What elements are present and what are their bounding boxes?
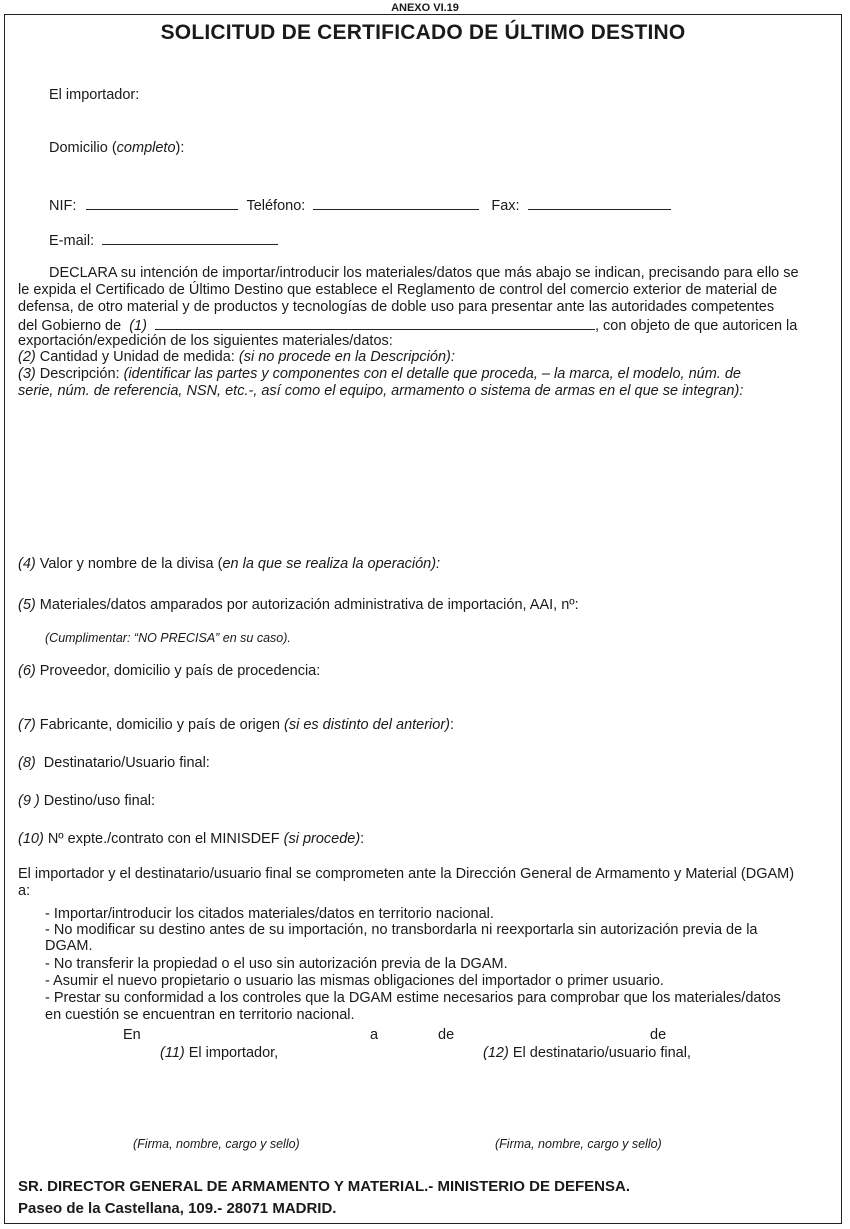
declaration-line-3: defensa, de otro material y de productos y tecnologías de doble uso para presentar ante las autoridades competentes [18,299,775,315]
commitment-bullet-2-cont: DGAM. [45,938,93,954]
email-field[interactable] [102,231,278,245]
commitment-bullet-4: - Asumir el nuevo propietario o usuario las mismas obligaciones del importador o primer usuario. [45,973,664,989]
signature-note-importer: (Firma, nombre, cargo y sello) [133,1137,300,1151]
day-label: a [370,1027,379,1043]
item-10: (10) Nº expte./contrato con el MINISDEF (si procede): [18,831,365,847]
phone-label: Teléfono: [246,198,306,214]
signature-note-end-user: (Firma, nombre, cargo y sello) [495,1137,662,1151]
commitment-bullet-2: - No modificar su destino antes de su importación, no transbordarla ni reexportarla sin autorización previa de la [45,922,758,938]
government-field[interactable] [155,316,595,330]
nif-row [49,196,671,215]
annex-label: ANEXO VI.19 [391,2,459,14]
item-6: (6) Proveedor, domicilio y país de procedencia: [18,663,321,679]
signer-end-user: (12) El destinatario/usuario final, [483,1045,691,1061]
place-label: En [123,1027,141,1043]
email-row [49,231,278,250]
year-label: de [650,1027,667,1043]
declaration-line-1: DECLARA su intención de importar/introducir los materiales/datos que más abajo se indican, precisando para ello se [49,265,799,281]
item-5: (5) Materiales/datos amparados por autorización administrativa de importación, AAI, nº: [18,597,579,613]
address-label: Domicilio (completo): [49,140,185,156]
email-label: E-mail: [49,233,95,249]
signer-importer: (11) El importador, [160,1045,279,1061]
footer-addressee: SR. DIRECTOR GENERAL DE ARMAMENTO Y MATERIAL.- MINISTERIO DE DEFENSA. [18,1178,630,1195]
declaration-line-4: del Gobierno de (1) , con objeto de que autoricen la [18,318,798,334]
month-label: de [438,1027,455,1043]
fax-label: Fax: [491,198,520,214]
item-3-note: serie, núm. de referencia, NSN, etc.-, así como el equipo, armamento o sistema de armas en el que se integran): [18,383,744,399]
item-4: (4) Valor y nombre de la divisa (en la que se realiza la operación): [18,556,441,572]
fax-field[interactable] [528,196,671,210]
commitment-bullet-3: - No transferir la propiedad o el uso sin autorización previa de la DGAM. [45,956,508,972]
commitment-intro-2: a: [18,883,31,899]
phone-field[interactable] [313,196,479,210]
commitment-bullet-5-cont: en cuestión se encuentran en territorio nacional. [45,1007,355,1023]
item-7: (7) Fabricante, domicilio y país de origen (si es distinto del anterior): [18,717,455,733]
footer-address: Paseo de la Castellana, 109.- 28071 MADRID. [18,1200,337,1217]
importer-label: El importador: [49,87,140,103]
form-frame [4,14,842,1224]
item-2: (2) Cantidad y Unidad de medida: (si no procede en la Descripción): [18,349,455,365]
declaration-line-2: le expida el Certificado de Último Destino que establece el Reglamento de control del comercio exterior de material de [18,282,778,298]
form-title: SOLICITUD DE CERTIFICADO DE ÚLTIMO DESTINO [160,21,686,44]
item-8: (8) Destinatario/Usuario final: [18,755,210,771]
item-5-note: (Cumplimentar: “NO PRECISA” en su caso). [45,631,291,645]
nif-field[interactable] [86,196,238,210]
commitment-intro-1: El importador y el destinatario/usuario final se comprometen ante la Dirección General de Armamento y Material (DGAM) [18,866,795,882]
item-3: (3) Descripción: (identificar las partes y componentes con el detalle que proceda, – la marca, el modelo, núm. de [18,366,741,382]
commitment-bullet-5: - Prestar su conformidad a los controles que la DGAM estime necesarios para comprobar que los materiales/datos [45,990,781,1006]
nif-label: NIF: [49,198,77,214]
commitment-bullet-1: - Importar/introducir los citados materiales/datos en territorio nacional. [45,906,494,922]
item-9: (9 ) Destino/uso final: [18,793,156,809]
declaration-line-5: exportación/expedición de los siguientes materiales/datos: [18,333,393,349]
